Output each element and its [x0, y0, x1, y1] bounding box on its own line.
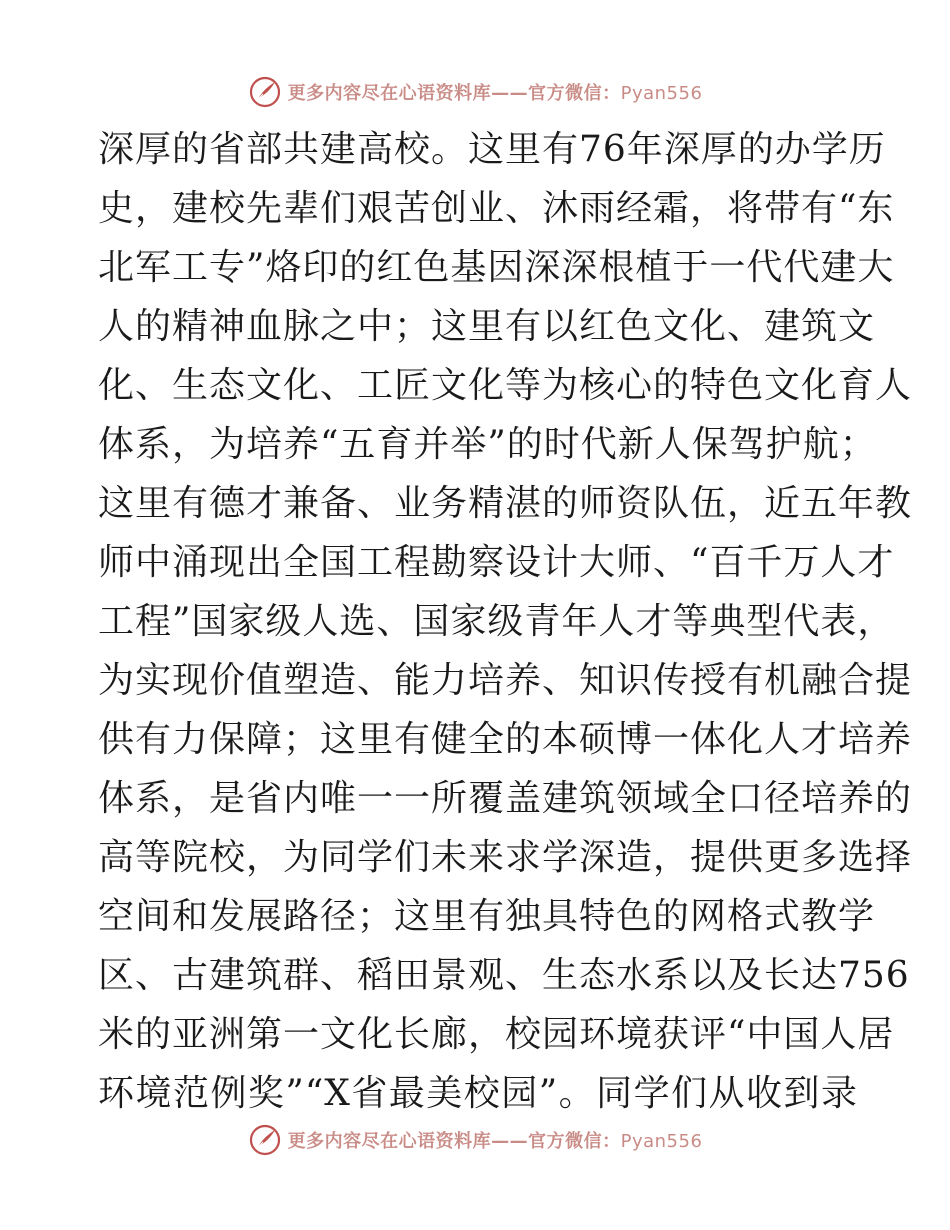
quill-logo-icon [248, 75, 282, 109]
footer-watermark-banner [0, 1120, 950, 1160]
body-line: 北军工专”烙印的红色基因深深根植于一代代建大 [98, 247, 895, 288]
body-line: 师中涌现出全国工程勘察设计大师、“百千万人才 [98, 542, 895, 583]
body-line: 区、古建筑群、稻田景观、生态水系以及长达756 [98, 955, 910, 996]
body-line: 这里有德才兼备、业务精湛的师资队伍，近五年教 [98, 483, 913, 524]
body-line: 为实现价值塑造、能力培养、知识传授有机融合提 [98, 660, 913, 701]
body-line: 化、生态文化、工匠文化等为核心的特色文化育人 [98, 365, 913, 406]
header-wechat-id: Pyan556 [620, 83, 703, 104]
body-line: 体系，是省内唯一一所覆盖建筑领域全口径培养的 [98, 778, 913, 819]
body-line: 人的精神血脉之中；这里有以红色文化、建筑文 [98, 306, 876, 347]
body-line: 米的亚洲第一文化长廊，校园环境获评“中国人居 [98, 1014, 895, 1055]
body-line: 体系，为培养“五育并举”的时代新人保驾护航； [98, 424, 877, 465]
body-line: 供有力保障；这里有健全的本硕博一体化人才培养 [98, 719, 913, 760]
body-line: 环境范例奖”“X省最美校园”。同学们从收到录 [98, 1073, 858, 1114]
body-line: 深厚的省部共建高校。这里有76年深厚的办学历 [98, 129, 886, 170]
document-body [98, 120, 913, 1123]
header-watermark-text: 更多内容尽在心语资料库——官方微信：Pyan556 [287, 83, 703, 104]
header-watermark-banner [0, 72, 950, 112]
body-line: 史，建校先辈们艰苦创业、沐雨经霜，将带有“东 [98, 188, 895, 229]
body-line: 空间和发展路径；这里有独具特色的网格式教学 [98, 896, 876, 937]
footer-wechat-id: Pyan556 [620, 1131, 703, 1152]
quill-logo-icon [248, 1123, 282, 1157]
body-line: 高等院校，为同学们未来求学深造，提供更多选择 [98, 837, 913, 878]
body-line: 工程”国家级人选、国家级青年人才等典型代表， [98, 601, 895, 642]
footer-watermark-text: 更多内容尽在心语资料库——官方微信：Pyan556 [287, 1131, 703, 1152]
